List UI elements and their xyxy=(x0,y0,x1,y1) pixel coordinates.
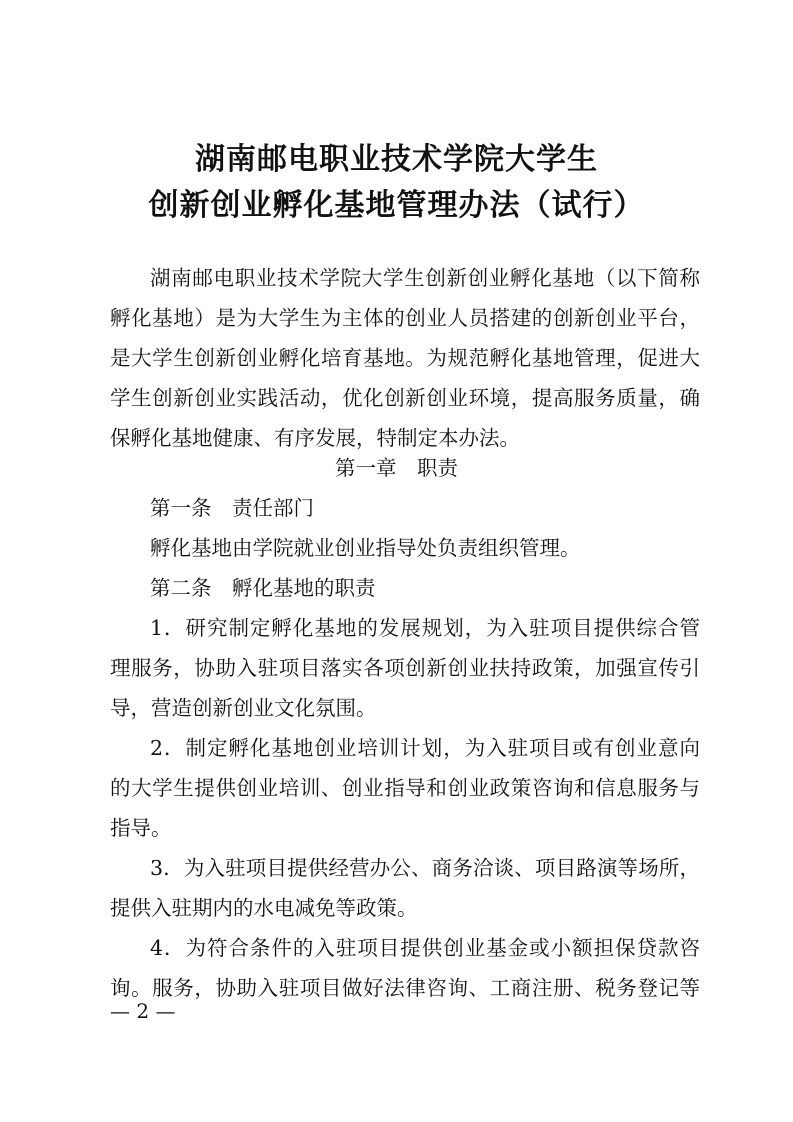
article-1-heading: 第一条 责任部门 xyxy=(150,496,314,520)
article-2-heading: 第二条 孵化基地的职责 xyxy=(150,576,376,600)
item-1-line-1: 1．研究制定孵化基地的发展规划，为入驻项目提供综合管 xyxy=(150,616,700,640)
item-1-line-3: 导，营造创新创业文化氛围。 xyxy=(110,696,377,720)
article-1-text: 孵化基地由学院就业创业指导处负责组织管理。 xyxy=(150,536,581,560)
item-2-line-2: 的大学生提供创业培训、创业指导和创业政策咨询和信息服务与 xyxy=(110,776,700,800)
document-title-line-1: 湖南邮电职业技术学院大学生 xyxy=(195,142,598,177)
intro-line-3: 是大学生创新创业孵化培育基地。为规范孵化基地管理，促进大 xyxy=(110,346,700,370)
item-3-line-2: 提供入驻期内的水电减免等政策。 xyxy=(110,896,418,920)
intro-line-2: 孵化基地）是为大学生为主体的创业人员搭建的创新创业平台， xyxy=(110,306,700,330)
item-4-line-2: 询。服务，协助入驻项目做好法律咨询、工商注册、税务登记等 xyxy=(110,976,700,1000)
item-2-line-1: 2．制定孵化基地创业培训计划，为入驻项目或有创业意向 xyxy=(150,736,700,760)
intro-line-4: 学生创新创业实践活动，优化创新创业环境，提高服务质量，确 xyxy=(110,386,700,410)
chapter-1-heading: 第一章 职责 xyxy=(335,456,458,480)
intro-line-1: 湖南邮电职业技术学院大学生创新创业孵化基地（以下简称 xyxy=(150,266,700,290)
document-title-line-2: 创新创业孵化基地管理办法（试行） xyxy=(148,188,645,223)
item-4-line-1: 4．为符合条件的入驻项目提供创业基金或小额担保贷款咨 xyxy=(150,936,700,960)
intro-line-5: 保孵化基地健康、有序发展，特制定本办法。 xyxy=(110,426,520,450)
page-number: — 2 — xyxy=(110,999,176,1023)
item-2-line-3: 指导。 xyxy=(110,816,172,840)
item-3-line-1: 3．为入驻项目提供经营办公、商务洽谈、项目路演等场所， xyxy=(150,856,700,880)
item-1-line-2: 理服务，协助入驻项目落实各项创新创业扶持政策，加强宣传引 xyxy=(110,656,700,680)
